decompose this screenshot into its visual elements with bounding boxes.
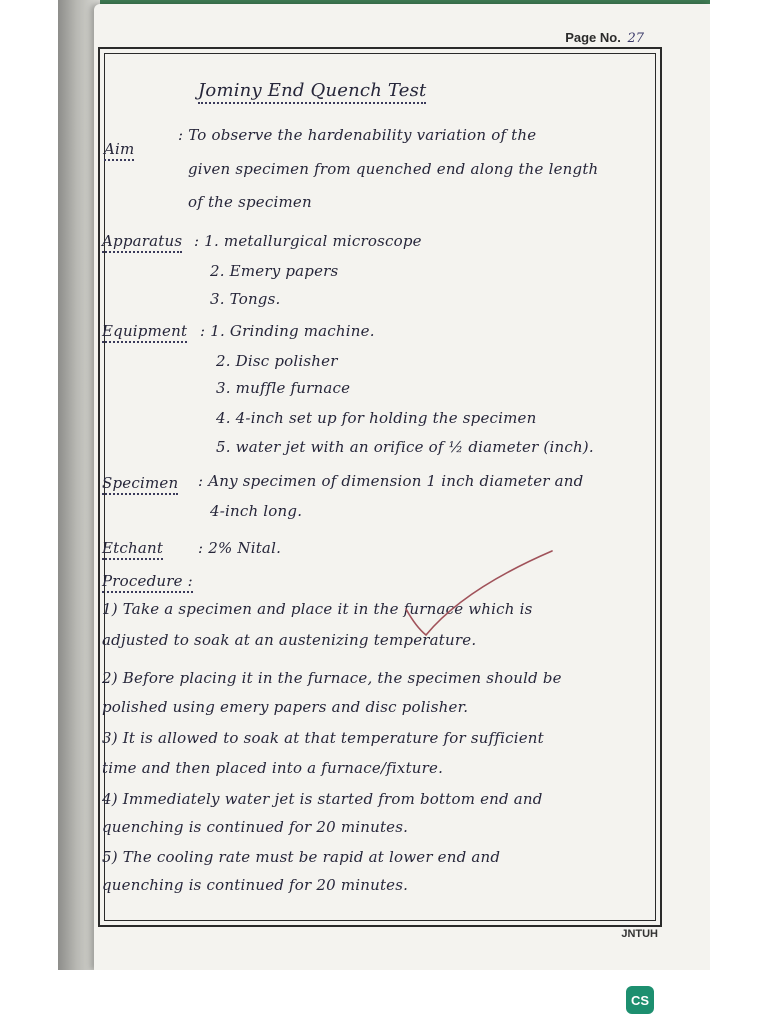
check-mark-icon	[404, 549, 554, 639]
apparatus-label: Apparatus	[102, 232, 182, 253]
footer-label: JNTUH	[621, 928, 658, 940]
procedure-line-7: 4) Immediately water jet is started from bottom end and	[102, 790, 543, 808]
page-number: 27	[627, 31, 644, 46]
procedure-line-8: quenching is continued for 20 minutes.	[102, 818, 409, 836]
procedure-line-5: 3) It is allowed to soak at that temperature for sufficient	[102, 729, 544, 747]
page-title: Jominy End Quench Test	[198, 80, 426, 104]
apparatus-item-2: 2. Emery papers	[210, 262, 339, 280]
page-label: Page No.	[565, 30, 621, 45]
procedure-line-3: 2) Before placing it in the furnace, the specimen should be	[102, 669, 562, 687]
notebook-page	[94, 4, 710, 970]
equipment-item-5: 5. water jet with an orifice of ½ diameter (inch).	[216, 438, 594, 456]
specimen-line-1: : Any specimen of dimension 1 inch diameter and	[198, 472, 584, 490]
procedure-line-6: time and then placed into a furnace/fixture.	[102, 759, 444, 777]
etchant-label: Etchant	[102, 539, 163, 560]
etchant-value: : 2% Nital.	[198, 539, 282, 557]
procedure-line-9: 5) The cooling rate must be rapid at lower end and	[102, 848, 501, 866]
apparatus-item-3: 3. Tongs.	[210, 290, 281, 308]
specimen-label: Specimen	[102, 474, 178, 495]
scanned-photo	[58, 0, 710, 970]
procedure-line-10: quenching is continued for 20 minutes.	[102, 876, 409, 894]
apparatus-item-1: : 1. metallurgical microscope	[194, 232, 422, 250]
procedure-label: Procedure :	[102, 572, 193, 593]
camscanner-badge: CS	[626, 986, 654, 1014]
aim-line-3: of the specimen	[188, 193, 312, 211]
procedure-line-1: 1) Take a specimen and place it in the furnace which is	[102, 600, 533, 618]
page-number-header	[565, 30, 644, 46]
aim-line-2: given specimen from quenched end along the length	[188, 160, 599, 178]
equipment-item-3: 3. muffle furnace	[216, 379, 351, 397]
procedure-line-2: adjusted to soak at an austenizing temperature.	[102, 631, 477, 649]
equipment-item-1: : 1. Grinding machine.	[200, 322, 375, 340]
equipment-item-2: 2. Disc polisher	[216, 352, 338, 370]
equipment-label: Equipment	[102, 322, 187, 343]
equipment-item-4: 4. 4-inch set up for holding the specimen	[216, 409, 537, 427]
specimen-line-2: 4-inch long.	[210, 502, 303, 520]
procedure-line-4: polished using emery papers and disc polisher.	[102, 698, 469, 716]
aim-line-1: : To observe the hardenability variation of the	[178, 126, 537, 144]
aim-label: Aim	[104, 140, 134, 161]
